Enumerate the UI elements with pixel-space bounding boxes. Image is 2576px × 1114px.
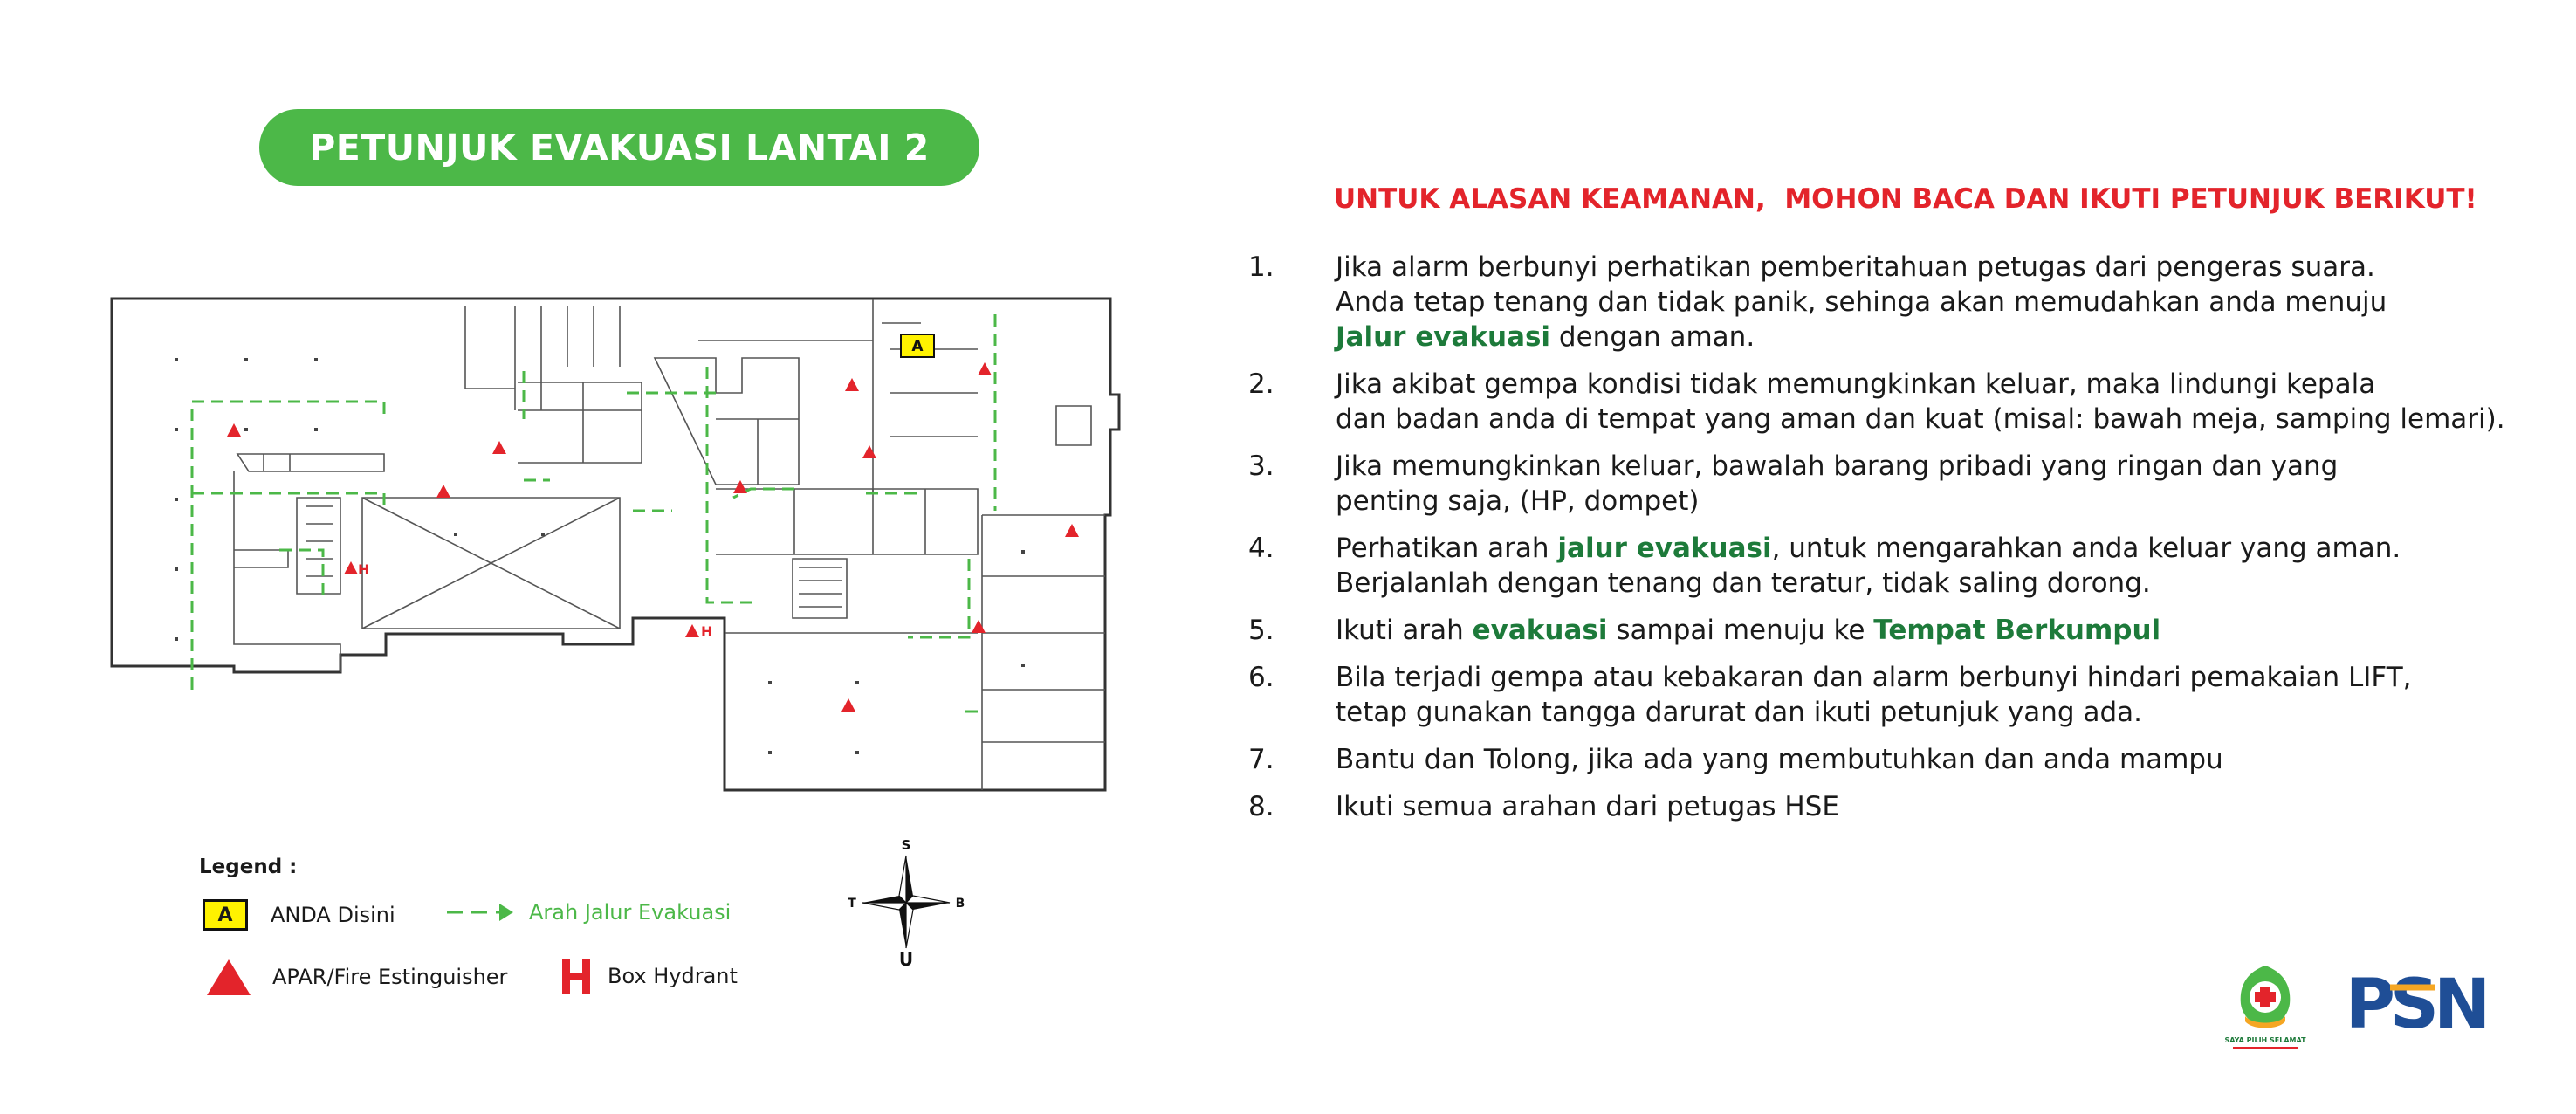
- saya-pilih-selamat-logo: [2217, 960, 2313, 1056]
- instruction-step: [1248, 660, 2531, 730]
- instruction-step: [1248, 367, 2531, 437]
- step-text: dengan aman.: [1550, 321, 1755, 353]
- step-number: 3.: [1248, 450, 1274, 482]
- instruction-step: [1248, 742, 2531, 777]
- step-text: Berjalanlah dengan tenang dan teratur, tidak saling dorong.: [1336, 567, 2151, 599]
- page-title: PETUNJUK EVAKUASI LANTAI 2: [259, 109, 979, 186]
- you-here-label: ANDA Disini: [271, 903, 395, 927]
- highlight-text: jalur evakuasi: [1557, 533, 1772, 564]
- step-line: [1336, 402, 2531, 437]
- logo-right-text: PSN: [2345, 966, 2486, 1039]
- step-line: [1336, 789, 2531, 824]
- evac-route-label: Arah Jalur Evakuasi: [529, 900, 732, 925]
- step-text: Jika memungkinkan keluar, bawalah barang pribadi yang ringan dan yang: [1336, 450, 2339, 482]
- legend-apar: [204, 957, 507, 997]
- step-line: [1336, 449, 2531, 484]
- highlight-text: Jalur evakuasi: [1336, 321, 1551, 353]
- you-are-here-letter: A: [911, 338, 924, 355]
- instruction-step: [1248, 250, 2531, 354]
- hydrant-icon: [560, 957, 592, 995]
- step-number: 7.: [1248, 744, 1274, 775]
- hydrant-marker-2: H: [701, 623, 713, 640]
- safety-warning: UNTUK ALASAN KEAMANAN, MOHON BACA DAN IKUTI PETUNJUK BERIKUT!: [1334, 183, 2477, 215]
- step-line: [1336, 320, 2531, 354]
- instruction-step: [1248, 789, 2531, 824]
- step-text: Ikuti semua arahan dari petugas HSE: [1336, 791, 1839, 822]
- compass-rose-icon: [845, 836, 967, 967]
- legend-evac-route: [445, 899, 731, 925]
- instruction-step: [1248, 613, 2531, 648]
- step-line: [1336, 660, 2531, 695]
- highlight-text: Tempat Berkumpul: [1873, 615, 2161, 646]
- step-text: Jika akibat gempa kondisi tidak memungkinkan keluar, maka lindungi kepala: [1336, 368, 2376, 400]
- step-line: [1336, 484, 2531, 519]
- compass-right-label: B: [955, 897, 965, 911]
- instruction-list: [1248, 250, 2531, 836]
- floor-plan: [105, 288, 1135, 794]
- step-text: tetap gunakan tangga darurat dan ikuti petunjuk yang ada.: [1336, 697, 2142, 728]
- step-text: Bantu dan Tolong, jika ada yang membutuhkan dan anda mampu: [1336, 744, 2223, 775]
- highlight-text: evakuasi: [1472, 615, 1608, 646]
- step-line: [1336, 695, 2531, 730]
- step-line: [1336, 742, 2531, 777]
- legend-hydrant: [560, 957, 738, 995]
- step-number: 8.: [1248, 791, 1274, 822]
- step-text: Perhatikan arah: [1336, 533, 1558, 564]
- legend-title: Legend :: [199, 856, 298, 878]
- logo-left-caption: SAYA PILIH SELAMAT: [2224, 1036, 2306, 1044]
- legend-you-here: [203, 899, 395, 931]
- step-text: Bila terjadi gempa atau kebakaran dan alarm berbunyi hindari pemakaian LIFT,: [1336, 662, 2412, 693]
- you-here-icon: A: [203, 899, 248, 931]
- dashed-arrow-icon: [445, 899, 517, 925]
- hydrant-label: Box Hydrant: [608, 964, 738, 988]
- instruction-step: [1248, 531, 2531, 601]
- step-number: 5.: [1248, 615, 1274, 646]
- step-text: Jika alarm berbunyi perhatikan pemberitahuan petugas dari pengeras suara.: [1336, 251, 2375, 283]
- compass-top-label: S: [901, 837, 911, 853]
- step-line: [1336, 613, 2531, 648]
- step-line: [1336, 566, 2531, 601]
- step-number: 1.: [1248, 251, 1274, 283]
- step-text: sampai menuju ke: [1607, 615, 1874, 646]
- step-line: [1336, 285, 2531, 320]
- step-text: , untuk mengarahkan anda keluar yang aman.: [1771, 533, 2401, 564]
- apar-label: APAR/Fire Estinguisher: [272, 965, 508, 989]
- step-text: Ikuti arah: [1336, 615, 1473, 646]
- step-line: [1336, 531, 2531, 566]
- step-number: 6.: [1248, 662, 1274, 693]
- step-text: penting saja, (HP, dompet): [1336, 485, 1700, 517]
- compass-bottom-label: U: [898, 949, 914, 967]
- hydrant-marker-1: H: [358, 561, 370, 578]
- compass-left-label: T: [848, 897, 856, 911]
- fire-extinguisher-icon: [204, 957, 253, 997]
- instruction-step: [1248, 449, 2531, 519]
- step-line: [1336, 250, 2531, 285]
- psn-logo: [2339, 965, 2492, 1039]
- step-line: [1336, 367, 2531, 402]
- step-text: Anda tetap tenang dan tidak panik, sehinga akan memudahkan anda menuju: [1336, 286, 2387, 318]
- step-number: 4.: [1248, 533, 1274, 564]
- step-number: 2.: [1248, 368, 1274, 400]
- step-text: dan badan anda di tempat yang aman dan kuat (misal: bawah meja, samping lemari).: [1336, 403, 2505, 435]
